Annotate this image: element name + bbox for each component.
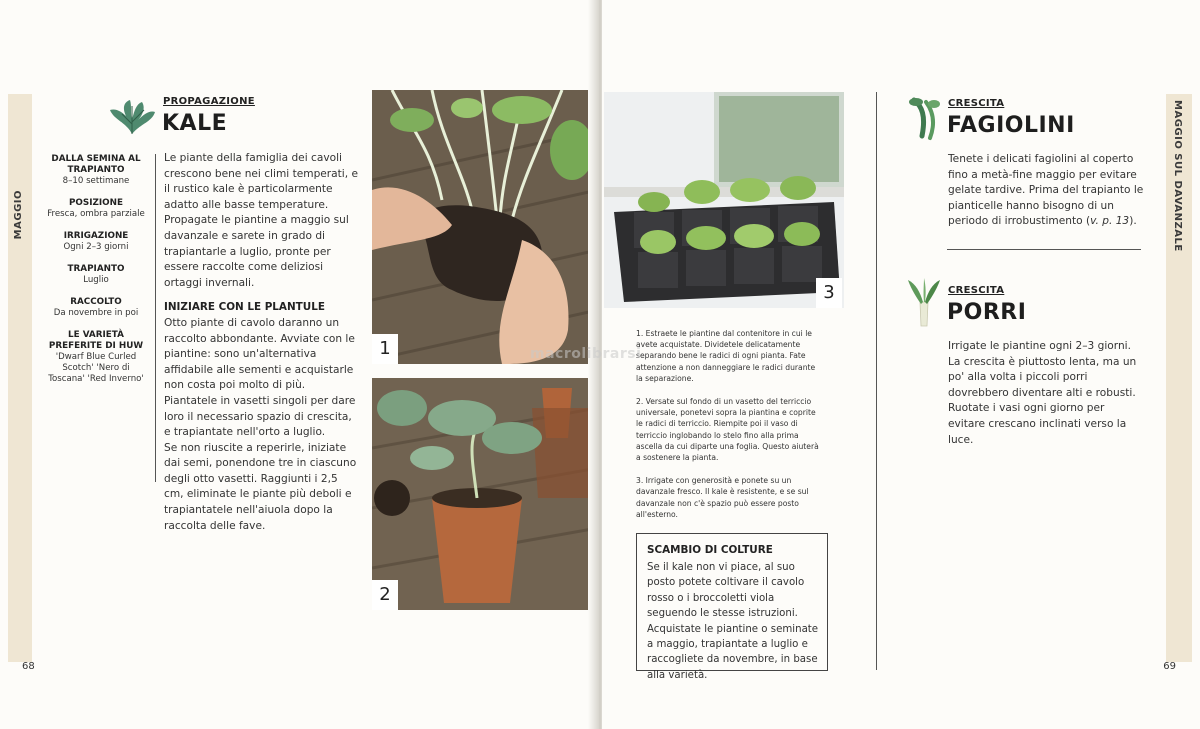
step-3-text: 3. Irrigate con generosità e ponete su un davanzale fresco. Il kale è resistente, e se sul davanzale non c'è spazio può essere posto all'esterno. xyxy=(636,476,809,519)
crop-swap-text: Se il kale non vi piace, al suo posto potete coltivare il cavolo rosso o i broccoletti viola seguendo le stesse istruzioni. Acquistate le piantine o seminate a maggio, trapiantate a luglio e raccogliete da novembre, in base alla varietà. xyxy=(647,562,819,681)
section-title-fagiolini: FAGIOLINI xyxy=(947,113,1075,138)
section-divider xyxy=(947,249,1141,250)
chapter-tab-left-label: MAGGIO xyxy=(13,190,24,240)
fact-value: Ogni 2–3 giorni xyxy=(63,242,129,252)
fact-value: 'Dwarf Blue Curled Scotch' 'Nero di Toscana' 'Red Inverno' xyxy=(48,352,144,384)
fact-label: TRAPIANTO xyxy=(67,264,125,274)
step-2-text: 2. Versate sul fondo di un vasetto del terriccio universale, ponetevi sopra la piantina e coprite le radici di terriccio. Riempite poi il vaso di terriccio inglobando lo stelo fino alla prima ascella da cui diparte una foglia. Questo aiuterà a sostenere la pianta. xyxy=(636,397,819,463)
fact-item xyxy=(44,231,148,253)
subheading-plantule: INIZIARE CON LE PLANTULE xyxy=(164,301,325,314)
steps-list xyxy=(636,328,824,532)
fact-item xyxy=(44,297,148,319)
paragraph-1: Otto piante di cavolo daranno un raccolto abbondante. Avviate con le piantine: sono un'alternativa affidabile alle sementi e acquistarle non costa poi molto di più. Piantatele in vasetti singoli per dare loro il necessario spazio di crescita, e trapiantate nell'orto a luglio. xyxy=(164,316,356,439)
fact-label: IRRIGAZIONE xyxy=(63,231,129,241)
photo-step-3 xyxy=(604,92,844,308)
photo-step-1 xyxy=(372,90,598,364)
page-number-left: 68 xyxy=(22,661,35,672)
fact-value: Luglio xyxy=(83,275,109,285)
facts-sidebar xyxy=(44,154,148,396)
photo-step-3-number: 3 xyxy=(816,278,842,308)
intro-paragraph: Le piante della famiglia dei cavoli crescono bene nei climi temperati, e il rustico kale è particolarmente adatto alle basse temperature. xyxy=(164,152,359,211)
left-page xyxy=(0,0,598,729)
photo-step-1-number: 1 xyxy=(372,334,398,364)
leek-icon xyxy=(906,278,942,328)
fact-item xyxy=(44,330,148,385)
fagiolini-text-a: Tenete i delicati fagiolini al coperto fino a metà-fine maggio per evitare gelate tardive. Prima del trapianto le pianticelle hanno bisogno di un periodo di irrobustimento ( xyxy=(948,153,1144,228)
fact-label: POSIZIONE xyxy=(68,198,124,208)
fact-item xyxy=(44,154,148,187)
photo-step-2 xyxy=(372,378,598,610)
section-title-porri: PORRI xyxy=(947,300,1027,325)
fact-value: 8–10 settimane xyxy=(62,176,130,186)
section-kicker-propagazione: PROPAGAZIONE xyxy=(163,96,255,107)
photo-step-1-illustration xyxy=(372,90,598,364)
fact-label: DALLA SEMINA AL TRAPIANTO xyxy=(51,154,141,175)
fact-label: LE VARIETÀ PREFERITE DI HUW xyxy=(48,330,144,351)
fact-value: Da novembre in poi xyxy=(53,308,139,318)
chapter-tab-left xyxy=(8,94,32,662)
bean-icon xyxy=(906,96,942,142)
photo-step-2-number: 2 xyxy=(372,580,398,610)
crop-swap-title: SCAMBIO DI COLTURE xyxy=(647,544,773,556)
paragraph-2: Se non riuscite a reperirle, iniziate dai semi, ponendone tre in ciascuno degli otto vasetti. Raggiunti i 2,5 cm, eliminate le piante più deboli e trapiantatele nell'aiuola dopo la raccolta delle fave. xyxy=(164,441,357,532)
watermark: macrolibrarsi xyxy=(530,346,642,362)
photo-step-3-illustration xyxy=(604,92,844,308)
step-1-text: 1. Estraete le piantine dal contenitore in cui le avete acquistate. Dividetele delicatamente separando bene le radici di ogni pianta. Fate attenzione a non danneggiare le radici durante la separazione. xyxy=(636,329,816,383)
fagiolini-text xyxy=(948,152,1144,230)
porri-text: Irrigate le piantine ogni 2–3 giorni. La crescita è piuttosto lenta, ma un po' alla volta i piccoli porri dovrebbero diventare alti e robusti. Ruotate i vasi ogni giorno per evitare crescano inclinati verso la luce. xyxy=(948,340,1137,446)
fact-label: RACCOLTO xyxy=(70,297,122,307)
fact-item xyxy=(44,198,148,220)
fact-item xyxy=(44,264,148,286)
main-text-column xyxy=(164,151,360,534)
fagiolini-text-b: ). xyxy=(1129,215,1137,228)
fagiolini-page-ref: v. p. 13 xyxy=(1090,215,1130,228)
fact-value: Fresca, ombra parziale xyxy=(47,209,145,219)
kale-icon xyxy=(106,98,158,136)
crop-swap-box xyxy=(636,533,828,681)
intro-paragraph-2: Propagate le piantine a maggio sul davanzale e sarete in grado di trapiantarle a luglio, pronte per essere raccolte come deliziosi ortaggi invernali. xyxy=(164,214,349,289)
page-title-kale: KALE xyxy=(162,111,228,136)
facts-divider xyxy=(155,154,156,482)
chapter-tab-right-label: MAGGIO SUL DAVANZALE xyxy=(1172,100,1183,252)
column-divider-right xyxy=(876,92,877,670)
chapter-tab-right xyxy=(1166,94,1192,662)
page-number-right: 69 xyxy=(1163,661,1176,672)
section-kicker-crescita-2: CRESCITA xyxy=(948,285,1005,296)
section-kicker-crescita-1: CRESCITA xyxy=(948,98,1005,109)
photo-step-2-illustration xyxy=(372,378,598,610)
